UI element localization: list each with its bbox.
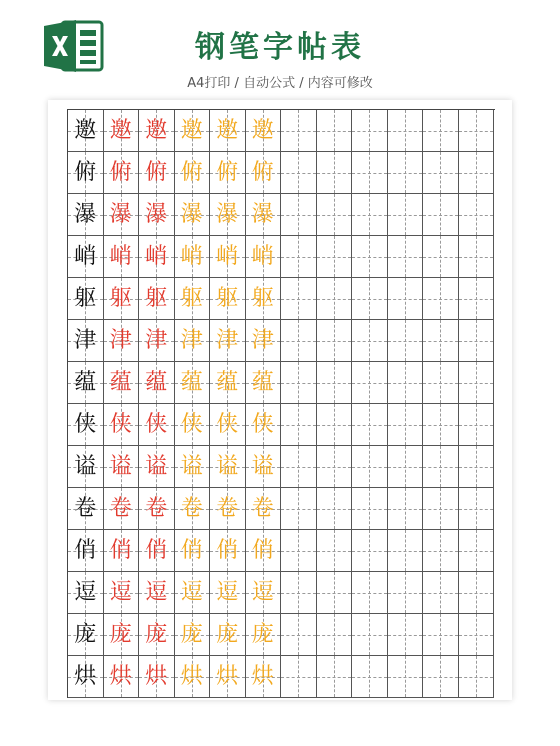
- empty-practice-cell: [281, 110, 317, 152]
- trace-red-cell: [139, 320, 175, 362]
- page-title: 钢笔字帖表: [195, 30, 365, 65]
- trace-orange-cell: [175, 572, 211, 614]
- practice-character: 俏: [145, 537, 168, 563]
- empty-practice-cell: [281, 446, 317, 488]
- empty-practice-cell: [388, 488, 424, 530]
- empty-practice-cell: [317, 572, 353, 614]
- trace-orange-cell: [246, 110, 282, 152]
- trace-red-cell: [104, 110, 140, 152]
- trace-orange-cell: [175, 278, 211, 320]
- empty-practice-cell: [459, 194, 495, 236]
- empty-practice-cell: [281, 572, 317, 614]
- trace-orange-cell: [210, 236, 246, 278]
- practice-character: 俏: [251, 537, 274, 563]
- practice-character: 烘: [109, 663, 132, 689]
- practice-row: [68, 320, 495, 362]
- empty-practice-cell: [317, 614, 353, 656]
- trace-orange-cell: [246, 152, 282, 194]
- empty-practice-cell: [352, 152, 388, 194]
- empty-practice-cell: [317, 152, 353, 194]
- practice-character: 俏: [216, 537, 239, 563]
- trace-orange-cell: [175, 404, 211, 446]
- trace-red-cell: [104, 572, 140, 614]
- practice-character: 逗: [74, 579, 97, 605]
- practice-character: 俯: [216, 159, 239, 185]
- empty-practice-cell: [317, 446, 353, 488]
- trace-red-cell: [139, 446, 175, 488]
- model-character-cell: [68, 320, 104, 362]
- trace-orange-cell: [246, 572, 282, 614]
- practice-character: 津: [74, 327, 97, 353]
- trace-red-cell: [104, 236, 140, 278]
- practice-character: 侠: [180, 411, 203, 437]
- practice-character: 庞: [145, 621, 168, 647]
- practice-character: 津: [109, 327, 132, 353]
- practice-character: 津: [251, 327, 274, 353]
- trace-red-cell: [139, 110, 175, 152]
- trace-red-cell: [104, 194, 140, 236]
- empty-practice-cell: [352, 614, 388, 656]
- empty-practice-cell: [317, 194, 353, 236]
- practice-character: 逗: [216, 579, 239, 605]
- empty-practice-cell: [423, 530, 459, 572]
- empty-practice-cell: [459, 614, 495, 656]
- trace-red-cell: [104, 320, 140, 362]
- practice-character: 蕴: [216, 369, 239, 395]
- practice-character: 邀: [251, 117, 274, 143]
- empty-practice-cell: [459, 110, 495, 152]
- practice-row: [68, 614, 495, 656]
- practice-row: [68, 362, 495, 404]
- empty-practice-cell: [423, 320, 459, 362]
- practice-character: 躯: [109, 285, 132, 311]
- practice-character: 庞: [74, 621, 97, 647]
- practice-character: 卷: [74, 495, 97, 521]
- practice-character: 瀑: [180, 201, 203, 227]
- practice-character: 邀: [180, 117, 203, 143]
- empty-practice-cell: [281, 362, 317, 404]
- empty-practice-cell: [423, 362, 459, 404]
- practice-character: 侠: [145, 411, 168, 437]
- empty-practice-cell: [423, 614, 459, 656]
- practice-character: 侠: [109, 411, 132, 437]
- trace-orange-cell: [175, 110, 211, 152]
- practice-character: 烘: [216, 663, 239, 689]
- practice-row: [68, 194, 495, 236]
- empty-practice-cell: [388, 194, 424, 236]
- practice-character: 俯: [74, 159, 97, 185]
- practice-character: 俯: [251, 159, 274, 185]
- practice-row: [68, 278, 495, 320]
- practice-row: [68, 488, 495, 530]
- practice-character: 邀: [109, 117, 132, 143]
- practice-character: 卷: [251, 495, 274, 521]
- empty-practice-cell: [423, 404, 459, 446]
- model-character-cell: [68, 152, 104, 194]
- empty-practice-cell: [459, 152, 495, 194]
- model-character-cell: [68, 446, 104, 488]
- empty-practice-cell: [388, 446, 424, 488]
- empty-practice-cell: [352, 572, 388, 614]
- empty-practice-cell: [281, 488, 317, 530]
- trace-red-cell: [139, 362, 175, 404]
- trace-orange-cell: [246, 362, 282, 404]
- practice-character: 逗: [251, 579, 274, 605]
- practice-character: 躯: [74, 285, 97, 311]
- empty-practice-cell: [459, 320, 495, 362]
- practice-row: [68, 446, 495, 488]
- trace-red-cell: [139, 488, 175, 530]
- model-character-cell: [68, 614, 104, 656]
- practice-character: 庞: [251, 621, 274, 647]
- empty-practice-cell: [459, 656, 495, 698]
- practice-character: 蕴: [180, 369, 203, 395]
- practice-row: [68, 236, 495, 278]
- trace-orange-cell: [175, 530, 211, 572]
- empty-practice-cell: [317, 362, 353, 404]
- empty-practice-cell: [281, 278, 317, 320]
- empty-practice-cell: [388, 362, 424, 404]
- empty-practice-cell: [423, 278, 459, 320]
- practice-character: 谥: [216, 453, 239, 479]
- trace-orange-cell: [246, 488, 282, 530]
- trace-red-cell: [139, 572, 175, 614]
- practice-character: 烘: [251, 663, 274, 689]
- practice-character: 津: [216, 327, 239, 353]
- empty-practice-cell: [459, 572, 495, 614]
- empty-practice-cell: [317, 278, 353, 320]
- practice-character: 俯: [109, 159, 132, 185]
- practice-character: 庞: [216, 621, 239, 647]
- trace-orange-cell: [210, 572, 246, 614]
- practice-character: 躯: [251, 285, 274, 311]
- empty-practice-cell: [459, 278, 495, 320]
- empty-practice-cell: [423, 572, 459, 614]
- trace-red-cell: [104, 404, 140, 446]
- empty-practice-cell: [281, 656, 317, 698]
- empty-practice-cell: [352, 656, 388, 698]
- trace-orange-cell: [175, 614, 211, 656]
- empty-practice-cell: [459, 530, 495, 572]
- empty-practice-cell: [281, 320, 317, 362]
- practice-character: 烘: [74, 663, 97, 689]
- practice-row: [68, 152, 495, 194]
- empty-practice-cell: [423, 152, 459, 194]
- practice-character: 庞: [109, 621, 132, 647]
- empty-practice-cell: [317, 404, 353, 446]
- practice-character: 躯: [145, 285, 168, 311]
- practice-character: 逗: [109, 579, 132, 605]
- trace-orange-cell: [210, 614, 246, 656]
- trace-orange-cell: [175, 362, 211, 404]
- empty-practice-cell: [388, 572, 424, 614]
- practice-row: [68, 572, 495, 614]
- empty-practice-cell: [352, 278, 388, 320]
- practice-character: 邀: [145, 117, 168, 143]
- model-character-cell: [68, 362, 104, 404]
- empty-practice-cell: [423, 656, 459, 698]
- practice-character: 谥: [109, 453, 132, 479]
- empty-practice-cell: [459, 488, 495, 530]
- empty-practice-cell: [352, 194, 388, 236]
- model-character-cell: [68, 572, 104, 614]
- practice-character: 峭: [251, 243, 274, 269]
- trace-red-cell: [104, 656, 140, 698]
- empty-practice-cell: [317, 530, 353, 572]
- practice-character: 卷: [216, 495, 239, 521]
- empty-practice-cell: [352, 110, 388, 152]
- trace-red-cell: [104, 446, 140, 488]
- practice-row: [68, 656, 495, 698]
- practice-character: 蕴: [145, 369, 168, 395]
- trace-orange-cell: [210, 446, 246, 488]
- practice-character: 津: [145, 327, 168, 353]
- trace-orange-cell: [210, 110, 246, 152]
- empty-practice-cell: [459, 446, 495, 488]
- practice-character: 瀑: [145, 201, 168, 227]
- practice-character: 峭: [74, 243, 97, 269]
- empty-practice-cell: [388, 110, 424, 152]
- empty-practice-cell: [459, 236, 495, 278]
- practice-character: 侠: [251, 411, 274, 437]
- empty-practice-cell: [352, 320, 388, 362]
- trace-orange-cell: [175, 446, 211, 488]
- trace-orange-cell: [175, 656, 211, 698]
- trace-orange-cell: [210, 194, 246, 236]
- practice-character: 蕴: [251, 369, 274, 395]
- practice-character: 逗: [180, 579, 203, 605]
- trace-orange-cell: [175, 152, 211, 194]
- empty-practice-cell: [317, 656, 353, 698]
- empty-practice-cell: [352, 404, 388, 446]
- trace-orange-cell: [246, 446, 282, 488]
- empty-practice-cell: [423, 236, 459, 278]
- empty-practice-cell: [317, 110, 353, 152]
- practice-character: 瀑: [109, 201, 132, 227]
- trace-orange-cell: [246, 530, 282, 572]
- trace-red-cell: [139, 236, 175, 278]
- empty-practice-cell: [423, 446, 459, 488]
- trace-orange-cell: [175, 320, 211, 362]
- practice-character: 谥: [145, 453, 168, 479]
- trace-orange-cell: [210, 152, 246, 194]
- empty-practice-cell: [352, 236, 388, 278]
- empty-practice-cell: [281, 152, 317, 194]
- practice-character: 俏: [74, 537, 97, 563]
- model-character-cell: [68, 530, 104, 572]
- empty-practice-cell: [281, 614, 317, 656]
- empty-practice-cell: [317, 320, 353, 362]
- practice-row: [68, 404, 495, 446]
- empty-practice-cell: [281, 530, 317, 572]
- empty-practice-cell: [352, 488, 388, 530]
- trace-red-cell: [104, 278, 140, 320]
- practice-character: 庞: [180, 621, 203, 647]
- empty-practice-cell: [459, 362, 495, 404]
- practice-row: [68, 530, 495, 572]
- model-character-cell: [68, 278, 104, 320]
- practice-grid: [67, 109, 495, 698]
- trace-orange-cell: [210, 530, 246, 572]
- model-character-cell: [68, 488, 104, 530]
- trace-orange-cell: [210, 656, 246, 698]
- trace-orange-cell: [175, 488, 211, 530]
- trace-orange-cell: [175, 194, 211, 236]
- header: [0, 0, 560, 100]
- empty-practice-cell: [423, 110, 459, 152]
- trace-orange-cell: [246, 614, 282, 656]
- practice-character: 瀑: [216, 201, 239, 227]
- trace-orange-cell: [210, 404, 246, 446]
- model-character-cell: [68, 110, 104, 152]
- trace-red-cell: [139, 404, 175, 446]
- practice-character: 谥: [180, 453, 203, 479]
- empty-practice-cell: [459, 404, 495, 446]
- trace-orange-cell: [246, 320, 282, 362]
- practice-character: 峭: [216, 243, 239, 269]
- practice-character: 邀: [216, 117, 239, 143]
- practice-character: 俯: [145, 159, 168, 185]
- model-character-cell: [68, 404, 104, 446]
- empty-practice-cell: [388, 278, 424, 320]
- empty-practice-cell: [352, 530, 388, 572]
- practice-character: 侠: [216, 411, 239, 437]
- trace-red-cell: [139, 152, 175, 194]
- empty-practice-cell: [281, 236, 317, 278]
- practice-character: 蕴: [109, 369, 132, 395]
- practice-character: 谥: [251, 453, 274, 479]
- trace-red-cell: [139, 278, 175, 320]
- trace-red-cell: [139, 614, 175, 656]
- practice-character: 邀: [74, 117, 97, 143]
- empty-practice-cell: [281, 194, 317, 236]
- model-character-cell: [68, 656, 104, 698]
- empty-practice-cell: [423, 194, 459, 236]
- practice-character: 卷: [145, 495, 168, 521]
- empty-practice-cell: [388, 656, 424, 698]
- model-character-cell: [68, 194, 104, 236]
- practice-character: 峭: [180, 243, 203, 269]
- trace-orange-cell: [210, 320, 246, 362]
- practice-character: 躯: [216, 285, 239, 311]
- practice-character: 烘: [145, 663, 168, 689]
- empty-practice-cell: [352, 446, 388, 488]
- practice-character: 躯: [180, 285, 203, 311]
- trace-red-cell: [104, 152, 140, 194]
- practice-character: 瀑: [251, 201, 274, 227]
- page-subtitle: A4打印 / 自动公式 / 内容可修改: [187, 76, 373, 91]
- empty-practice-cell: [388, 320, 424, 362]
- trace-red-cell: [139, 194, 175, 236]
- trace-red-cell: [139, 656, 175, 698]
- practice-character: 俏: [109, 537, 132, 563]
- practice-row: [68, 110, 495, 152]
- practice-character: 峭: [109, 243, 132, 269]
- practice-character: 俯: [180, 159, 203, 185]
- empty-practice-cell: [281, 404, 317, 446]
- practice-character: 蕴: [74, 369, 97, 395]
- trace-red-cell: [104, 362, 140, 404]
- trace-orange-cell: [246, 404, 282, 446]
- empty-practice-cell: [388, 614, 424, 656]
- practice-character: 烘: [180, 663, 203, 689]
- practice-character: 谥: [74, 453, 97, 479]
- trace-orange-cell: [246, 656, 282, 698]
- empty-practice-cell: [423, 488, 459, 530]
- empty-practice-cell: [352, 362, 388, 404]
- practice-character: 津: [180, 327, 203, 353]
- model-character-cell: [68, 236, 104, 278]
- trace-orange-cell: [246, 194, 282, 236]
- practice-character: 卷: [180, 495, 203, 521]
- empty-practice-cell: [388, 152, 424, 194]
- trace-orange-cell: [210, 362, 246, 404]
- practice-character: 逗: [145, 579, 168, 605]
- practice-character: 瀑: [74, 201, 97, 227]
- trace-orange-cell: [210, 278, 246, 320]
- trace-red-cell: [104, 488, 140, 530]
- empty-practice-cell: [388, 530, 424, 572]
- empty-practice-cell: [317, 236, 353, 278]
- practice-character: 峭: [145, 243, 168, 269]
- practice-character: 侠: [74, 411, 97, 437]
- empty-practice-cell: [317, 488, 353, 530]
- practice-character: 卷: [109, 495, 132, 521]
- trace-orange-cell: [246, 278, 282, 320]
- copybook-sheet: [48, 100, 512, 700]
- trace-orange-cell: [210, 488, 246, 530]
- empty-practice-cell: [388, 404, 424, 446]
- trace-red-cell: [104, 614, 140, 656]
- empty-practice-cell: [388, 236, 424, 278]
- trace-orange-cell: [175, 236, 211, 278]
- practice-character: 俏: [180, 537, 203, 563]
- trace-red-cell: [139, 530, 175, 572]
- trace-orange-cell: [246, 236, 282, 278]
- trace-red-cell: [104, 530, 140, 572]
